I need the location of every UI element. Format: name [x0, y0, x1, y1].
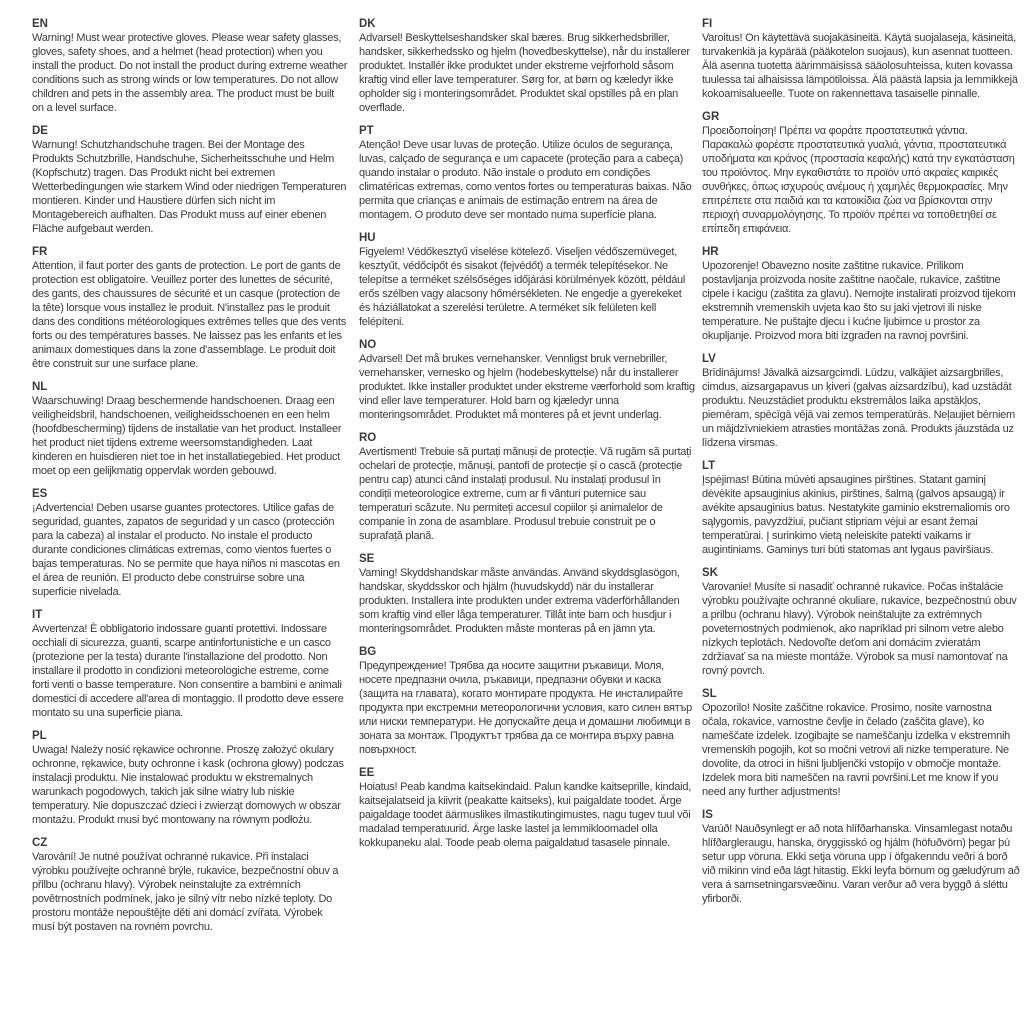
- language-code-pt: PT: [359, 125, 374, 137]
- language-section-gr: [702, 110, 1020, 236]
- language-section-nl: [32, 380, 348, 478]
- language-section-de: [32, 124, 348, 236]
- language-code-cz: CZ: [32, 837, 48, 849]
- language-code-fi: FI: [702, 18, 713, 30]
- warning-text-hr: Upozorenje! Obavezno nosite zaštitne rukavice. Prilikom postavljanja proizvoda nosite zaštitne naočale, rukavice, zaštitne cipele i kacigu (zaštita za glavu). Nemojte instalirati proizvod tijekom ekstremnih vremenskih uvjeta kao što su jaki vjetrovi ili niske temperature. Ne puštajte djecu i kućne ljubimce u prostor za okupljanje. Proizvod mora biti izgrađen na ravnoj površini.: [702, 260, 1016, 342]
- language-code-is: IS: [702, 809, 713, 821]
- language-section-lt: [702, 459, 1020, 557]
- language-section-sk: [702, 566, 1020, 678]
- warning-text-is: Varúð! Nauðsynlegt er að nota hlífðarhanska. Vinsamlegast notaðu hlífðargleraugu, hanska, öryggisskó og hjálm (höfuðvörn) þegar þú setur upp vöruna. Ekki setja vöruna upp í öfgakenndu veðri á borð við mikinn vind eða lágt hitastig. Ekki leyfa börnum og gæludýrum að vera á samsetningarsvæðinu. Varan verður að vera byggð á sléttu yfirborði.: [702, 823, 1020, 905]
- language-code-hr: HR: [702, 246, 719, 258]
- warning-text-sl: Opozorilo! Nosite zaščitne rokavice. Prosimo, nosite varnostna očala, rokavice, varnostne čevlje in čelado (zaščita glave), ko nameščate izdelek. Izogibajte se nameščanju izdelka v ekstremnih vremenskih pogojih, kot so močni vetrovi ali nizke temperature. Ne dovolite, da otroci in hišni ljubljenčki vstopijo v območje montaže. Izdelek mora biti nameščen na ravni površini.Let me know if you need any further adjustments!: [702, 702, 1011, 798]
- warning-text-dk: Advarsel! Beskyttelseshandsker skal bæres. Brug sikkerhedsbriller, handsker, sikkerhedssko og hjelm (hovedbeskyttelse), når du installerer produktet. Installér ikke produktet under ekstreme vejrforhold såsom kraftig vind eller lave temperaturer. Sørg for, at børn og kæledyr ikke opholder sig i monteringsområdet. Produktet skal opstilles på en plan overflade.: [359, 32, 690, 114]
- warning-text-gr: Προειδοποίηση! Πρέπει να φοράτε προστατευτικά γάντια. Παρακαλώ φορέστε προστατευτικά γυαλιά, γάντια, προστατευτικά υποδήματα και κράνος (προστασία κεφαλής) κατά την εγκατάσταση του προϊόντος. Μην εγκαθιστάτε το προϊόν υπό ακραίες καιρικές συνθήκες, όπως ισχυρούς ανέμους ή χαμηλές θερμοκρασίες. Μην επιτρέπετε στα παιδιά και τα κατοικίδια ζώα να βρίσκονται στην περιοχή συναρμολόγησης. Το προϊόν πρέπει να τοποθετηθεί σε επίπεδη επιφάνεια.: [702, 125, 1015, 235]
- language-section-hr: [702, 245, 1020, 343]
- language-section-dk: [359, 17, 695, 115]
- language-section-en: [32, 17, 348, 115]
- language-code-se: SE: [359, 553, 375, 565]
- warning-text-fi: Varoitus! On käytettävä suojakäsineitä. Käytä suojalaseja, käsineitä, turvakenkiä ja kypärää (pääkotelon suojaus), kun asennat tuotteen. Älä asenna tuotetta äärimmäisissä sääolosuhteissa, kuten kovassa tuulessa tai alhaisissa lämpötiloissa. Älä päästä lapsia ja lemmikkejä kokoamisalueelle. Tuote on rakennettava tasaiselle pinnalle.: [702, 32, 1018, 100]
- language-section-pt: [359, 124, 695, 222]
- language-section-fi: [702, 17, 1020, 101]
- language-code-sk: SK: [702, 567, 718, 579]
- language-code-dk: DK: [359, 18, 376, 30]
- warning-text-pt: Atenção! Deve usar luvas de proteção. Utilize óculos de segurança, luvas, calçado de segurança e um capacete (proteção para a cabeça) quando instalar o produto. Não instale o produto em condições climatéricas extremas, como ventos fortes ou temperaturas baixas. Não permita que crianças e animais de estimação entrem na área de montagem. O produto deve ser montado numa superfície plana.: [359, 139, 692, 221]
- language-section-ro: [359, 431, 695, 543]
- warning-text-no: Advarsel! Det må brukes vernehansker. Vennligst bruk vernebriller, vernehansker, vernesko og hjelm (hodebeskyttelse) når du installerer produktet. Ikke installer produktet under ekstreme værforhold som kraftig vind eller lave temperaturer. Hold barn og kjæledyr unna monteringsområdet. Produktet må monteres på et jevnt underlag.: [359, 353, 695, 421]
- warning-text-ee: Hoiatus! Peab kandma kaitsekindaid. Palun kandke kaitseprille, kindaid, kaitsejalatseid ja kiivrit (peakatte kaitseks), kui paigaldate toodet. Ärge paigaldage toodet äärmuslikes ilmastikutingimustes, nagu tugev tuul või madalad temperatuurid. Ärge laske lastel ja lemmikloomadel olla kokkupaneku alal. Toode peab olema paigaldatud tasasele pinnale.: [359, 781, 692, 849]
- warning-text-de: Warnung! Schutzhandschuhe tragen. Bei der Montage des Produkts Schutzbrille, Handschuhe, Sicherheitsschuhe und Helm (Kopfschutz) tragen. Das Produkt nicht bei extremen Wetterbedingungen wie starkem Wind oder niedrigen Temperaturen montieren. Kinder und Haustiere dürfen sich nicht im Montagebereich aufhalten. Das Produkt muss auf einer ebenen Fläche aufgebaut werden.: [32, 139, 347, 235]
- language-section-sl: [702, 687, 1020, 799]
- language-code-en: EN: [32, 18, 48, 30]
- language-code-pl: PL: [32, 730, 47, 742]
- language-code-ee: EE: [359, 767, 375, 779]
- language-code-gr: GR: [702, 111, 720, 123]
- column-right: [702, 17, 1020, 915]
- warning-text-lv: Brīdinājums! Jāvalkā aizsargcimdi. Lūdzu, valkājiet aizsargbrilles, cimdus, aizsargapavus un ķiveri (galvas aizsardzību), kad uzstādāt produktu. Neuzstādiet produktu ekstremālos laika apstākļos, piemēram, spēcīgā vējā vai zemos temperatūrās. Neļaujiet bērniem un mājdzīvniekiem atrasties montāžas zonā. Produkts jāuzstāda uz līdzena virsmas.: [702, 367, 1015, 449]
- warning-text-fr: Attention, il faut porter des gants de protection. Le port de gants de protection est obligatoire. Veuillez porter des lunettes de sécurité, des gants, des chaussures de sécurité et un casque (protection de la tête) lorsque vous installez le produit. N'installez pas le produit dans des conditions météorologiques extrêmes telles que des vents forts ou des températures basses. Ne laissez pas les enfants et les animaux domestiques dans la zone d'assemblage. Le produit doit être construit sur une surface plane.: [32, 260, 346, 370]
- warning-text-es: ¡Advertencia! Deben usarse guantes protectores. Utilice gafas de seguridad, guantes, zapatos de seguridad y un casco (protección para la cabeza) al instalar el producto. No instale el producto durante condiciones climáticas extremas, como vientos fuertes o bajas temperaturas. No se permite que haya niños ni mascotas en el área de reunión. El producto debe construirse sobre una superficie nivelada.: [32, 502, 340, 598]
- language-section-es: [32, 487, 348, 599]
- warning-text-lt: Įspėjimas! Būtina mūvėti apsaugines pirštines. Statant gaminį dėvėkite apsauginius akinius, pirštines, šalmą (galvos apsaugą) ir avėkite apsauginius batus. Nestatykite gaminio ekstremaliomis oro sąlygomis, pavyzdžiui, pučiant stipriam vėjui ar esant žemai temperatūrai. Į surinkimo vietą neleiskite patekti vaikams ir augintiniams. Gaminys turi būti statomas ant lygaus paviršiaus.: [702, 474, 1010, 556]
- warning-text-nl: Waarschuwing! Draag beschermende handschoenen. Draag een veiligheidsbril, handschoenen, veiligheidsschoenen en een helm (hoofdbescherming) tijdens de installatie van het product. Installeer het product niet tijdens extreme weersomstandigheden. Laat kinderen en huisdieren niet toe in het installatiegebied. Het product moet op een gelijkmatig oppervlak worden gebouwd.: [32, 395, 342, 477]
- language-code-hu: HU: [359, 232, 376, 244]
- warning-text-en: Warning! Must wear protective gloves. Please wear safety glasses, gloves, safety shoes, and a helmet (head protection) when you install the product. Do not install the product during extreme weather conditions such as strong winds or low temperatures. Do not allow children and pets in the assembly area. The product must be built on a level surface.: [32, 32, 348, 114]
- language-section-cz: [32, 836, 348, 934]
- warning-text-sk: Varovanie! Musíte si nasadiť ochranné rukavice. Počas inštalácie výrobku používajte ochranné okuliare, rukavice, bezpečnostnú obuv a prilbu (ochranu hlavy). Výrobok neinštalujte za extrémnych poveternostných podmienok, ako napríklad pri silnom vetre alebo nízkych teplotách. Nedovoľte deťom ani domácim zvieratám zdržiavať sa na mieste montáže. Výrobok sa musí namontovať na rovný povrch.: [702, 581, 1017, 677]
- language-code-es: ES: [32, 488, 48, 500]
- language-code-lt: LT: [702, 460, 716, 472]
- language-code-ro: RO: [359, 432, 377, 444]
- warning-text-cz: Varování! Je nutné používat ochranné rukavice. Při instalaci výrobku používejte ochranné brýle, rukavice, bezpečnostní obuv a přilbu (ochranu hlavy). Výrobek neinstalujte za extrémních povětrnostních podmínek, jako je silný vítr nebo nízké teploty. Do prostoru montáže nepouštějte děti ani domácí zvířata. Výrobek musí být postaven na rovném povrchu.: [32, 851, 339, 933]
- language-section-bg: [359, 645, 695, 757]
- language-code-no: NO: [359, 339, 377, 351]
- language-code-fr: FR: [32, 246, 48, 258]
- language-code-nl: NL: [32, 381, 48, 393]
- language-section-no: [359, 338, 695, 422]
- language-section-pl: [32, 729, 348, 827]
- language-section-ee: [359, 766, 695, 850]
- language-section-lv: [702, 352, 1020, 450]
- language-section-fr: [32, 245, 348, 371]
- language-code-sl: SL: [702, 688, 717, 700]
- language-code-lv: LV: [702, 353, 716, 365]
- language-section-se: [359, 552, 695, 636]
- warning-text-it: Avvertenza! È obbligatorio indossare guanti protettivi. Indossare occhiali di sicurezza, guanti, scarpe antinfortunistiche e un casco (protezione per la testa) durante l'installazione del prodotto. Non installare il prodotto in condizioni meteorologiche estreme, come forti venti o basse temperature. Non consentire a bambini e animali domestici di accedere all'area di montaggio. Il prodotto deve essere montato su una superficie piana.: [32, 623, 344, 719]
- language-section-hu: [359, 231, 695, 329]
- language-code-de: DE: [32, 125, 48, 137]
- language-code-bg: BG: [359, 646, 377, 658]
- language-code-it: IT: [32, 609, 43, 621]
- language-section-is: [702, 808, 1020, 906]
- language-section-it: [32, 608, 348, 720]
- column-left: [32, 17, 348, 943]
- warning-text-bg: Предупреждение! Трябва да носите защитни ръкавици. Моля, носете предпазни очила, ръкавици, предпазни обувки и каска (защита на главата), когато монтирате продукта. Не инсталирайте продукта при екстремни метеорологични условия, като силен вятър или ниски температури. Не допускайте деца и домашни любимци в зоната за монтаж. Продуктът трябва да се монтира върху равна повърхност.: [359, 660, 692, 756]
- warning-text-pl: Uwaga! Należy nosić rękawice ochronne. Proszę założyć okulary ochronne, rękawice, buty ochronne i kask (ochrona głowy) podczas instalacji produktu. Nie instalować produktu w ekstremalnych warunkach pogodowych, takich jak silne wiatry lub niskie temperatury. Nie dopuszczać dzieci i zwierząt domowych w obszar montażu. Produkt musi być montowany na równym podłożu.: [32, 744, 344, 826]
- warning-text-hu: Figyelem! Védőkesztyű viselése kötelező. Viseljen védőszemüveget, kesztyűt, védőcipőt és sisakot (fejvédőt) a termék telepítésekor. Ne telepítse a terméket szélsőséges időjárási körülmények között, például erős szélben vagy alacsony hőmérsékleten. Ne engedje a gyerekeket és háziállatokat a szerelési területre. A terméket sík felületen kell felépíteni.: [359, 246, 686, 328]
- warning-text-se: Varning! Skyddshandskar måste användas. Använd skyddsglasögon, handskar, skyddsskor och hjälm (huvudskydd) när du installerar produkten. Installera inte produkten under extrema väderförhållanden som kraftig vind eller låga temperaturer. Tillåt inte barn och husdjur i monteringsområdet. Produkten måste monteras på en jämn yta.: [359, 567, 680, 635]
- column-middle: [359, 17, 695, 859]
- warning-text-ro: Avertisment! Trebuie să purtați mănuși de protecție. Vă rugăm să purtați ochelari de protecție, mănuși, pantofi de protecție și o cască (protecție pentru cap) atunci când instalați produsul. Nu instalați produsul în condiții meteorologice extreme, cum ar fi vânturi puternice sau temperaturi scăzute. Nu permiteți accesul copiilor și animalelor de companie în zona de asamblare. Produsul trebuie construit pe o suprafață plană.: [359, 446, 692, 542]
